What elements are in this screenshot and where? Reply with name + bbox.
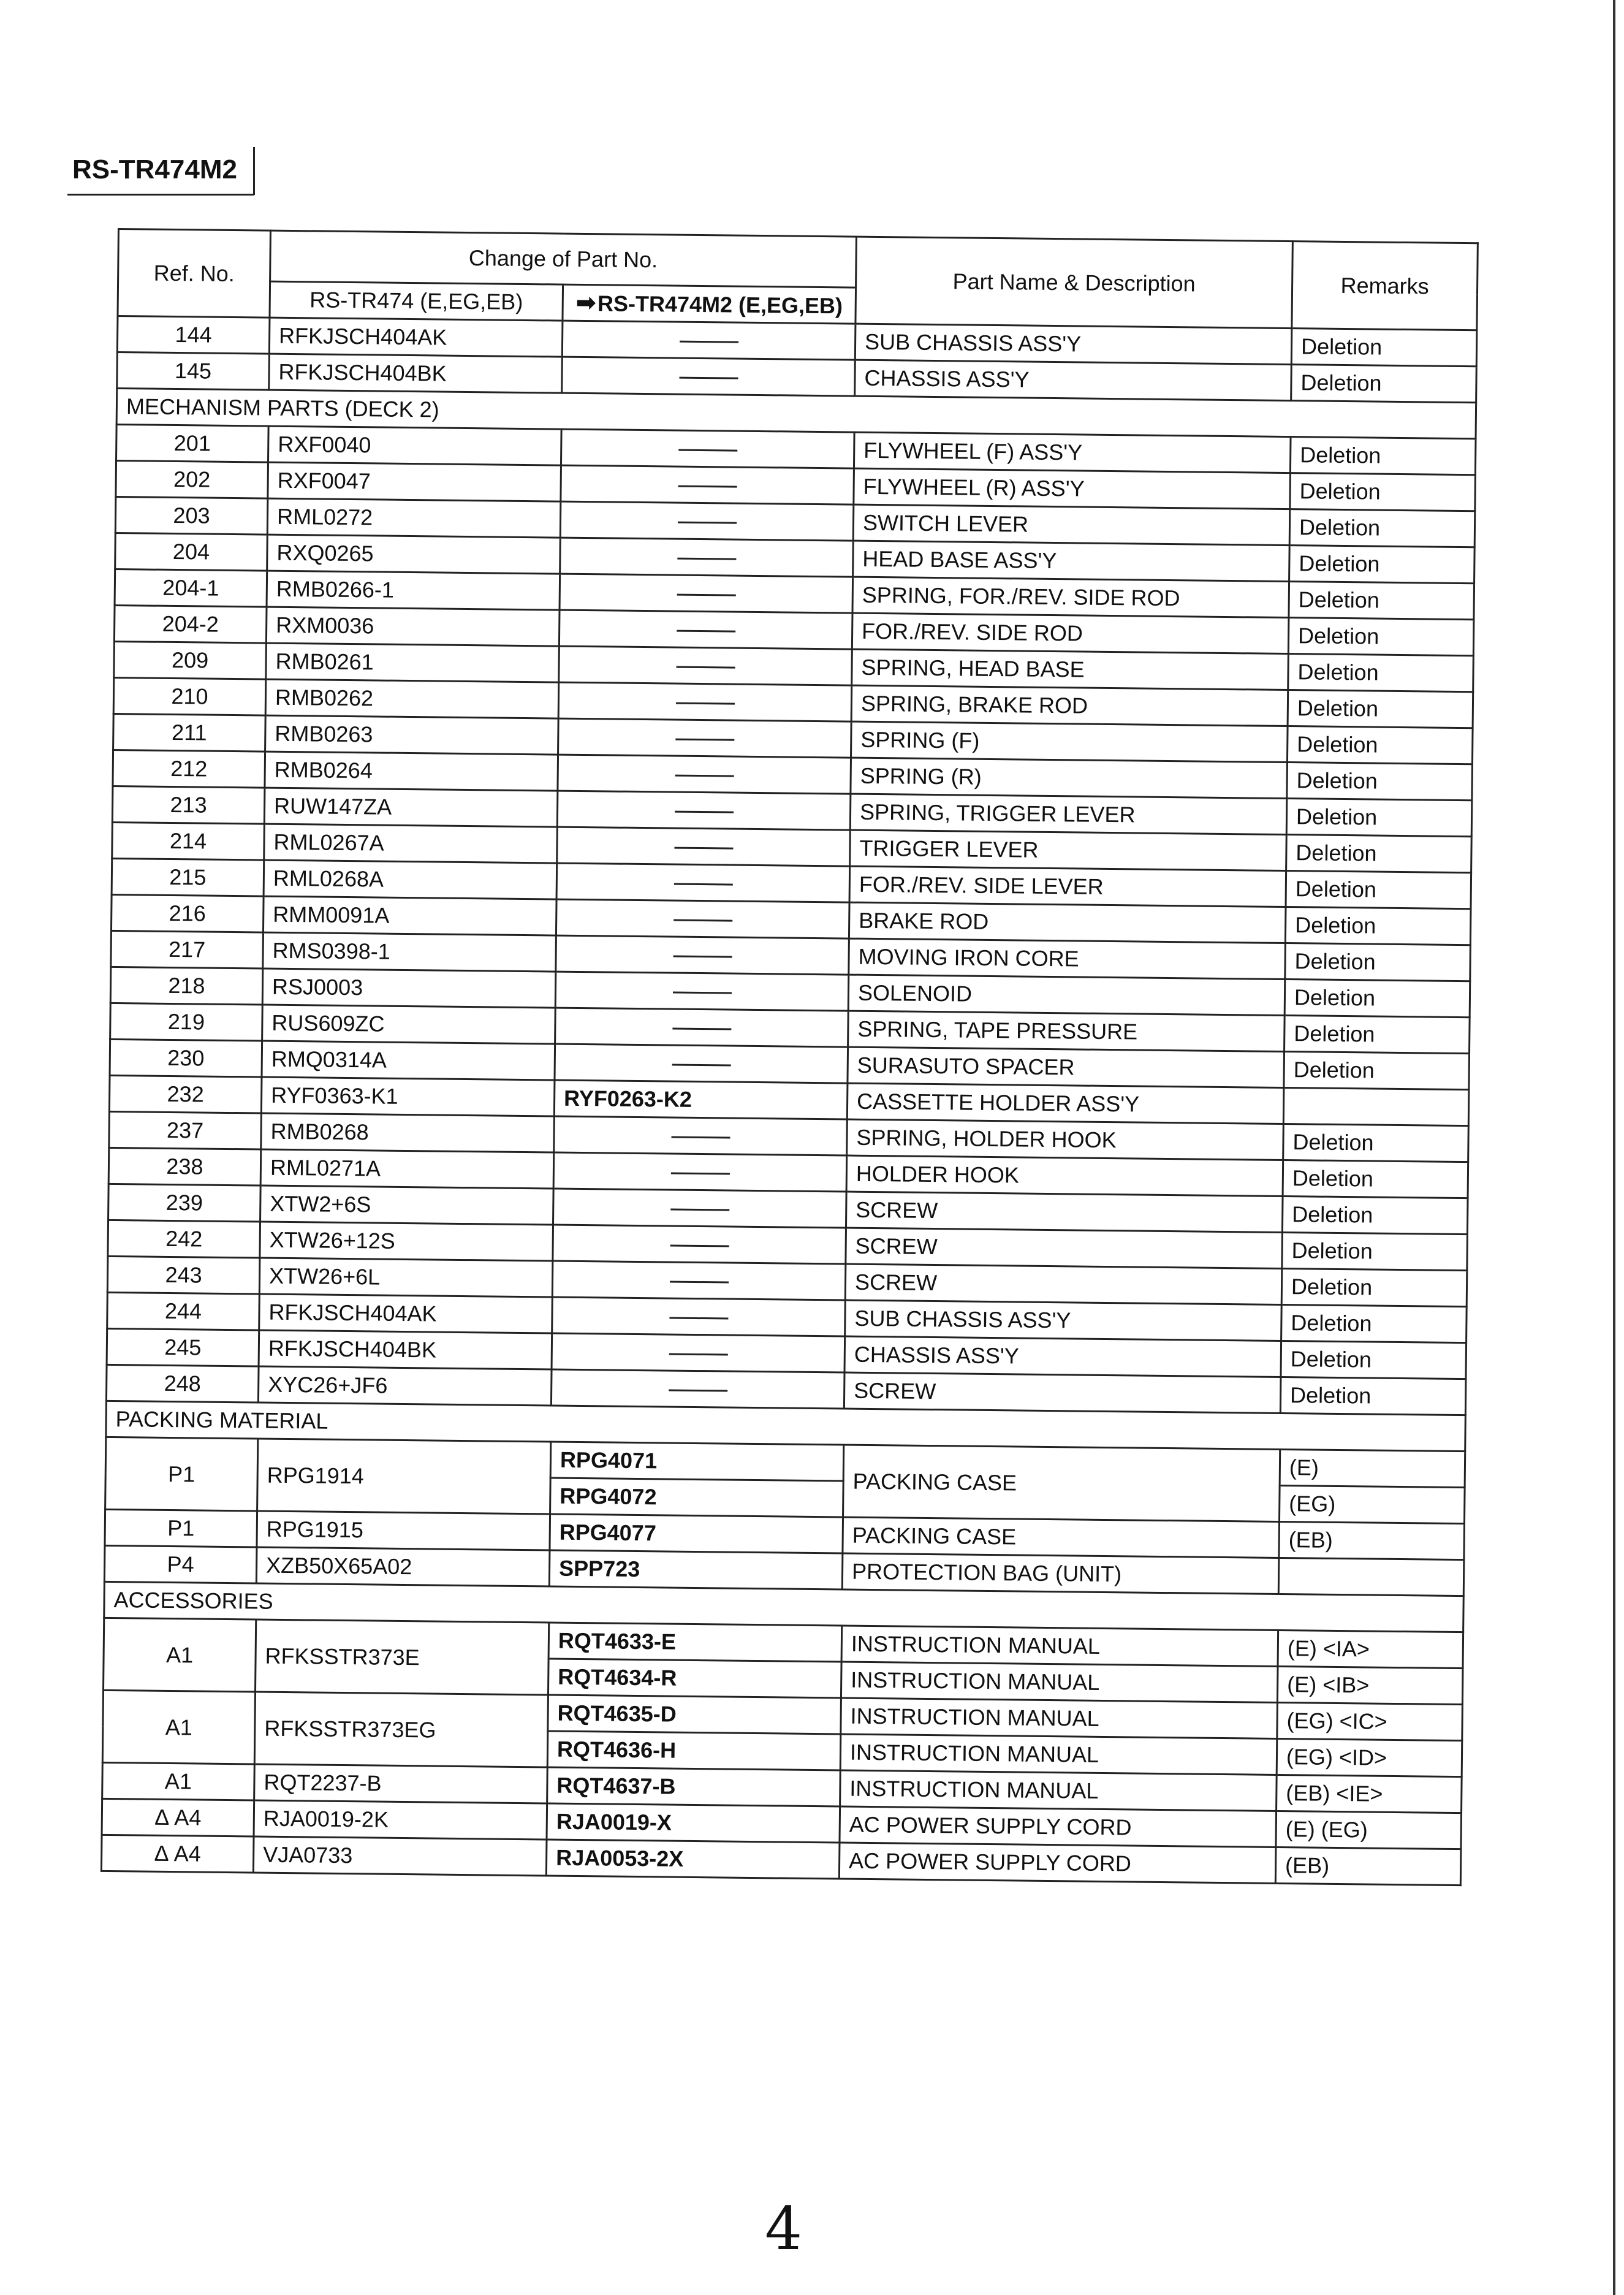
no-change-dash: [677, 594, 735, 596]
no-change-dash: [669, 1317, 728, 1320]
remarks: Deletion: [1290, 473, 1476, 511]
ref-no: 230: [110, 1039, 262, 1077]
ref-no: 204-2: [114, 605, 267, 643]
new-part-no: RQT4636-H: [547, 1731, 841, 1770]
no-change-dash: [675, 702, 734, 705]
remarks: Deletion: [1288, 690, 1473, 728]
old-part-no: RFKSSTR373E: [256, 1619, 549, 1695]
remarks: Deletion: [1289, 546, 1475, 584]
old-part-no: RMB0268: [261, 1113, 555, 1152]
remarks: Deletion: [1289, 509, 1475, 547]
ref-no: 244: [107, 1292, 260, 1330]
part-description: SPRING (F): [851, 721, 1288, 762]
ref-no: A1: [104, 1618, 256, 1692]
old-part-no: RFKJSCH404BK: [259, 1330, 552, 1369]
part-description: SPRING (R): [851, 758, 1288, 798]
old-part-no: RFKJSCH404AK: [259, 1294, 553, 1333]
old-part-no: RMQ0314A: [262, 1041, 555, 1080]
new-part-no: [554, 1116, 848, 1155]
ref-no: 216: [111, 894, 264, 932]
no-change-dash: [672, 992, 731, 994]
remarks: (E): [1280, 1449, 1465, 1487]
new-part-no: [560, 574, 853, 613]
ref-no: 210: [113, 677, 266, 715]
ref-no: P1: [105, 1509, 257, 1547]
part-description: AC POWER SUPPLY CORD: [839, 1843, 1276, 1883]
remarks: Deletion: [1280, 1377, 1466, 1415]
new-part-no: RPG4072: [550, 1478, 844, 1517]
new-part-no: [555, 1044, 848, 1083]
new-part-no: RQT4637-B: [547, 1767, 841, 1806]
part-description: INSTRUCTION MANUAL: [840, 1734, 1277, 1775]
no-change-dash: [677, 630, 735, 633]
new-part-no: [562, 357, 856, 396]
ref-no: 217: [111, 931, 264, 969]
part-description: INSTRUCTION MANUAL: [841, 1662, 1278, 1702]
part-description: CASSETTE HOLDER ASS'Y: [847, 1083, 1284, 1124]
remarks: (EB) <IE>: [1277, 1775, 1462, 1813]
new-part-no: [558, 682, 852, 721]
no-change-dash: [669, 1353, 727, 1356]
new-part-no: [555, 1008, 849, 1047]
ref-no: 212: [113, 750, 265, 788]
old-part-no: RMB0263: [265, 715, 559, 755]
old-part-no: RFKJSCH404AK: [269, 318, 563, 357]
remarks: (EB): [1275, 1847, 1461, 1885]
no-change-dash: [678, 449, 737, 452]
old-part-no: RXF0040: [268, 426, 562, 465]
part-description: MOVING IRON CORE: [849, 938, 1286, 979]
ref-no: 237: [109, 1111, 262, 1149]
remarks: (EG) <ID>: [1277, 1738, 1462, 1776]
new-part-no: [552, 1261, 846, 1300]
remarks: (E) <IA>: [1278, 1630, 1463, 1668]
new-part-no: [562, 321, 856, 360]
remarks: (E) <IB>: [1277, 1666, 1463, 1704]
remarks: (EG): [1280, 1485, 1465, 1523]
parts-change-table: [101, 228, 1479, 1886]
new-part-no: [552, 1333, 845, 1372]
old-part-no: RMS0398-1: [263, 932, 556, 972]
old-part-no: RFKSSTR373EG: [254, 1692, 548, 1767]
new-part-no: RJA0053-2X: [546, 1840, 840, 1879]
part-description: INSTRUCTION MANUAL: [841, 1698, 1278, 1738]
no-change-dash: [674, 847, 733, 850]
model-label-bracket: [253, 147, 255, 195]
no-change-dash: [674, 919, 732, 922]
old-part-no: RMB0261: [266, 643, 560, 682]
new-part-no: [556, 899, 849, 938]
ref-no: 245: [107, 1328, 259, 1366]
no-change-dash: [670, 1209, 729, 1211]
remarks: Deletion: [1281, 1341, 1467, 1379]
part-description: BRAKE ROD: [849, 902, 1286, 943]
part-description: FOR./REV. SIDE ROD: [852, 613, 1289, 653]
new-part-no: RYF0263-K2: [554, 1080, 848, 1119]
remarks: Deletion: [1283, 1160, 1468, 1198]
old-part-no: VJA0733: [253, 1836, 547, 1876]
part-description: INSTRUCTION MANUAL: [841, 1626, 1278, 1666]
ref-no: 204-1: [115, 569, 267, 607]
old-part-no: XTW26+6L: [259, 1258, 553, 1297]
header-change-of-part-no: Change of Part No.: [270, 230, 857, 287]
part-description: SPRING, BRAKE ROD: [851, 685, 1288, 726]
page-edge-line: [1613, 0, 1615, 2295]
remarks: Deletion: [1283, 1124, 1469, 1162]
new-part-no: [553, 1189, 847, 1228]
remarks: [1278, 1558, 1464, 1596]
old-part-no: RYF0363-K1: [261, 1077, 555, 1116]
new-part-no: [556, 863, 850, 902]
no-change-dash: [673, 956, 732, 958]
new-part-no: [561, 465, 854, 504]
part-description: HOLDER HOOK: [846, 1155, 1283, 1196]
part-description: SCREW: [844, 1372, 1281, 1413]
new-part-no: [559, 646, 852, 685]
new-part-no: [553, 1152, 847, 1192]
part-description: SPRING, TAPE PRESSURE: [848, 1011, 1285, 1051]
new-part-no: [552, 1297, 846, 1336]
remarks: Deletion: [1284, 1016, 1470, 1054]
ref-no: 203: [115, 497, 268, 535]
no-change-dash: [677, 558, 736, 560]
ref-no: 145: [117, 352, 270, 390]
old-part-no: XTW26+12S: [260, 1222, 553, 1261]
remarks: [1283, 1088, 1469, 1126]
no-change-dash: [675, 739, 734, 741]
no-change-dash: [675, 775, 734, 777]
remarks: Deletion: [1291, 329, 1477, 367]
no-change-dash: [670, 1173, 729, 1175]
ref-no: 204: [115, 533, 268, 571]
ref-no: Δ A4: [101, 1835, 254, 1873]
new-part-no: [557, 791, 851, 830]
no-change-dash: [675, 811, 734, 813]
no-change-dash: [672, 1064, 730, 1067]
section-title: MECHANISM PARTS (DECK 2): [116, 389, 1476, 439]
no-change-dash: [680, 341, 738, 343]
old-part-no: RMB0262: [265, 679, 559, 718]
new-part-no: RQT4634-R: [548, 1659, 841, 1698]
no-change-dash: [678, 485, 737, 488]
ref-no: 213: [112, 786, 265, 824]
new-part-no: [556, 935, 849, 975]
remarks: Deletion: [1287, 726, 1473, 764]
old-part-no: RMM0091A: [263, 896, 556, 935]
new-part-no: [560, 538, 854, 577]
part-description: PACKING CASE: [843, 1445, 1280, 1521]
part-description: CHASSIS ASS'Y: [855, 360, 1292, 400]
ref-no: 215: [112, 858, 264, 896]
remarks: Deletion: [1288, 654, 1474, 692]
part-description: HEAD BASE ASS'Y: [853, 541, 1290, 581]
model-label-underline: [67, 194, 254, 196]
remarks: (EB): [1279, 1521, 1465, 1559]
part-description: SPRING, TRIGGER LEVER: [850, 794, 1287, 834]
no-change-dash: [674, 883, 732, 886]
header-ref-no: Ref. No.: [118, 229, 270, 318]
ref-no: 201: [116, 424, 269, 462]
part-description: SUB CHASSIS ASS'Y: [855, 324, 1292, 364]
remarks: Deletion: [1286, 835, 1472, 873]
header-part-name: Part Name & Description: [856, 237, 1292, 328]
ref-no: 242: [108, 1220, 260, 1258]
part-description: TRIGGER LEVER: [850, 830, 1287, 870]
part-description: INSTRUCTION MANUAL: [840, 1770, 1277, 1811]
header-remarks: Remarks: [1292, 242, 1478, 330]
model-label: RS-TR474M2: [72, 154, 237, 185]
part-description: SCREW: [846, 1192, 1283, 1232]
new-part-no: SPP723: [549, 1550, 843, 1589]
remarks: Deletion: [1286, 871, 1471, 909]
part-description: SWITCH LEVER: [853, 504, 1290, 545]
new-part-no: RQT4633-E: [548, 1623, 842, 1662]
part-description: SCREW: [846, 1228, 1283, 1268]
new-part-no: [558, 718, 852, 758]
old-part-no: RXM0036: [266, 607, 560, 646]
old-part-no: RPG1914: [257, 1439, 551, 1514]
ref-no: 218: [110, 967, 263, 1005]
ref-no: 243: [107, 1256, 260, 1294]
new-part-no: [561, 429, 854, 468]
new-part-no: [559, 610, 852, 649]
new-part-no: [558, 755, 851, 794]
arrow-right-icon: ➡: [575, 289, 597, 317]
new-part-no: [551, 1369, 844, 1409]
remarks: Deletion: [1281, 1304, 1467, 1342]
new-part-no: RJA0019-X: [547, 1803, 840, 1843]
old-part-no: XYC26+JF6: [258, 1366, 552, 1406]
part-description: SURASUTO SPACER: [848, 1047, 1284, 1087]
remarks: Deletion: [1284, 1052, 1470, 1090]
no-change-dash: [678, 522, 737, 524]
remarks: Deletion: [1281, 1268, 1467, 1306]
remarks: Deletion: [1290, 437, 1476, 475]
new-part-no: RPG4071: [550, 1442, 844, 1481]
new-part-no: [557, 827, 851, 866]
part-description: FLYWHEEL (F) ASS'Y: [854, 432, 1291, 473]
old-part-no: XZB50X65A02: [256, 1547, 550, 1586]
part-description: SUB CHASSIS ASS'Y: [845, 1300, 1282, 1341]
header-old-model: RS-TR474 (E,EG,EB): [270, 281, 563, 321]
no-change-dash: [676, 666, 735, 669]
no-change-dash: [670, 1245, 729, 1247]
no-change-dash: [669, 1389, 727, 1391]
old-part-no: RUS609ZC: [262, 1005, 556, 1044]
part-description: SPRING, FOR./REV. SIDE ROD: [852, 577, 1289, 617]
part-description: SPRING, HEAD BASE: [852, 649, 1289, 690]
part-description: FOR./REV. SIDE LEVER: [849, 866, 1286, 907]
part-description: PACKING CASE: [843, 1517, 1280, 1558]
part-description: FLYWHEEL (R) ASS'Y: [854, 468, 1291, 509]
part-description: CHASSIS ASS'Y: [844, 1336, 1281, 1377]
ref-no: 202: [116, 460, 268, 498]
part-description: PROTECTION BAG (UNIT): [842, 1553, 1279, 1594]
no-change-dash: [670, 1281, 729, 1284]
remarks: Deletion: [1284, 980, 1470, 1018]
remarks: Deletion: [1285, 907, 1471, 945]
ref-no: P4: [104, 1545, 257, 1583]
remarks: Deletion: [1282, 1196, 1468, 1234]
ref-no: 239: [108, 1184, 261, 1222]
remarks: Deletion: [1282, 1232, 1468, 1270]
remarks: Deletion: [1286, 799, 1472, 837]
old-part-no: RML0271A: [260, 1149, 554, 1189]
remarks: (EG) <IC>: [1277, 1702, 1463, 1740]
section-title: ACCESSORIES: [104, 1581, 1463, 1632]
header-new-model: RS-TR474M2 (E,EG,EB): [597, 291, 843, 319]
no-change-dash: [679, 377, 738, 379]
new-part-no: RQT4635-D: [548, 1695, 841, 1734]
old-part-no: XTW2+6S: [260, 1186, 554, 1225]
part-description: SPRING, HOLDER HOOK: [847, 1119, 1284, 1160]
ref-no: 214: [112, 822, 265, 860]
ref-no: Δ A4: [102, 1798, 254, 1836]
ref-no: 144: [117, 316, 270, 354]
page-number: 4: [765, 2194, 803, 2263]
old-part-no: RQT2237-B: [254, 1764, 548, 1803]
ref-no: A1: [102, 1690, 255, 1764]
old-part-no: RML0268A: [264, 860, 557, 899]
ref-no: 238: [108, 1148, 261, 1186]
old-part-no: RPG1915: [257, 1511, 550, 1550]
ref-no: P1: [105, 1437, 258, 1511]
old-part-no: RXF0047: [268, 462, 561, 501]
ref-no: 211: [113, 714, 266, 752]
part-description: SOLENOID: [848, 975, 1285, 1015]
remarks: Deletion: [1289, 582, 1474, 620]
header-new-model-cell: [563, 284, 856, 324]
old-part-no: RMB0266-1: [267, 571, 560, 610]
no-change-dash: [671, 1136, 730, 1139]
remarks: Deletion: [1287, 763, 1473, 801]
ref-no: 219: [110, 1003, 263, 1041]
ref-no: 232: [109, 1075, 262, 1113]
old-part-no: RML0272: [267, 498, 561, 538]
new-part-no: [555, 972, 849, 1011]
ref-no: A1: [102, 1762, 255, 1800]
old-part-no: RJA0019-2K: [254, 1800, 547, 1840]
remarks: Deletion: [1291, 365, 1477, 403]
old-part-no: RXQ0265: [267, 535, 561, 574]
ref-no: 248: [106, 1364, 259, 1402]
no-change-dash: [672, 1028, 731, 1030]
new-part-no: [560, 501, 854, 541]
ref-no: 209: [114, 641, 267, 679]
old-part-no: RUW147ZA: [264, 788, 558, 827]
old-part-no: RML0267A: [264, 824, 558, 863]
part-description: SCREW: [845, 1264, 1282, 1304]
new-part-no: RPG4077: [550, 1514, 843, 1553]
new-part-no: [553, 1225, 846, 1264]
old-part-no: RFKJSCH404BK: [269, 354, 563, 393]
remarks: Deletion: [1285, 943, 1471, 981]
old-part-no: RMB0264: [265, 752, 558, 791]
part-description: AC POWER SUPPLY CORD: [840, 1806, 1277, 1847]
remarks: Deletion: [1288, 618, 1474, 656]
section-title: PACKING MATERIAL: [106, 1401, 1465, 1451]
remarks: (E) (EG): [1276, 1811, 1462, 1849]
old-part-no: RSJ0003: [262, 969, 556, 1008]
